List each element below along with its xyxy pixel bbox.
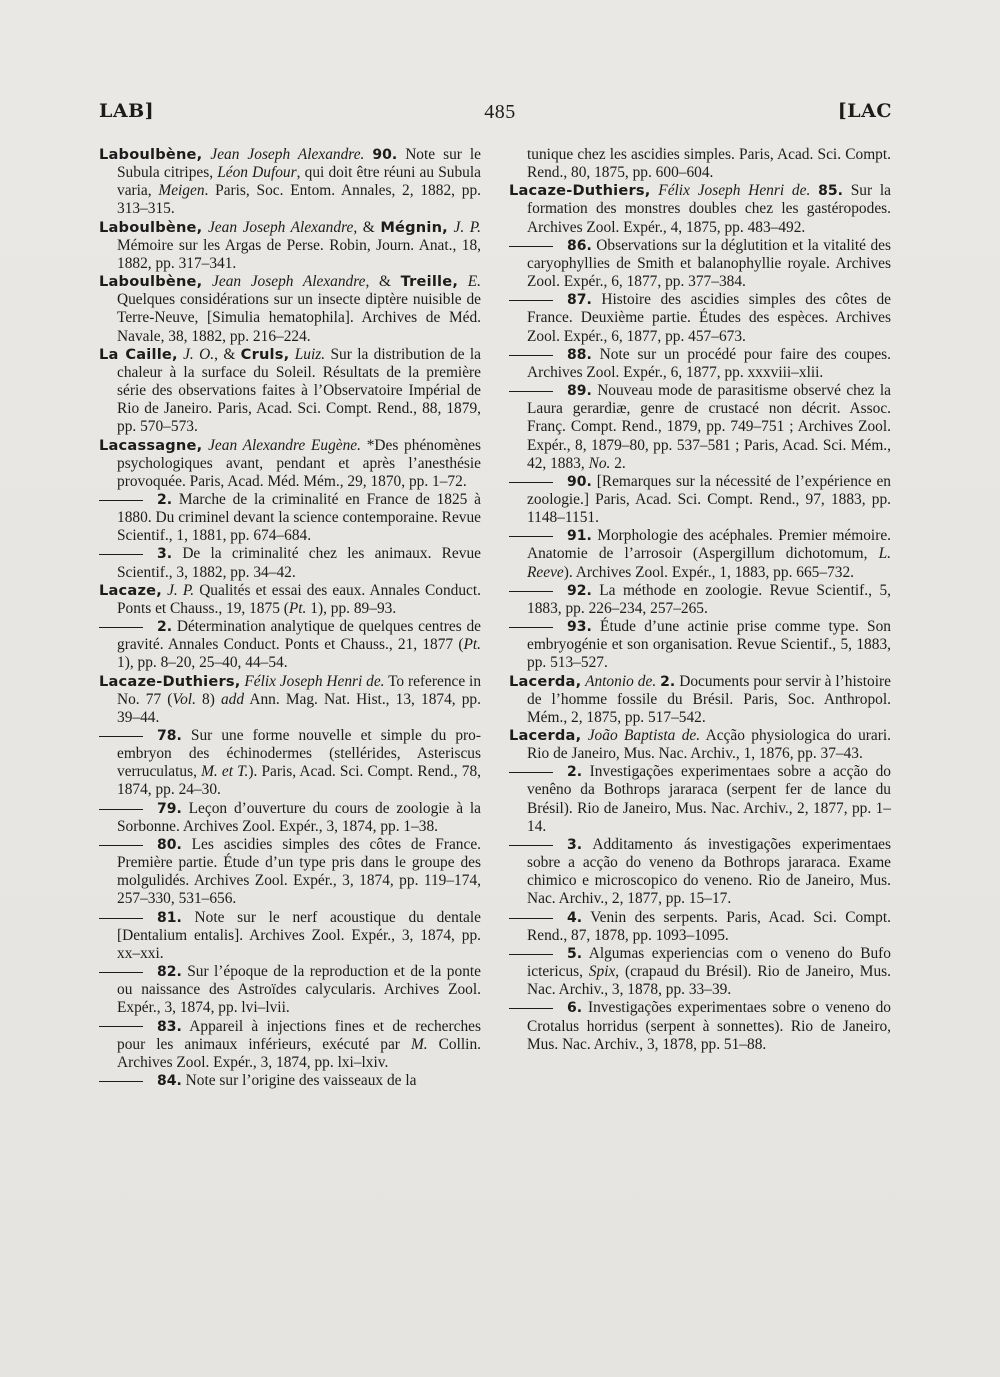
entry-text: Note sur le Subula citripes,	[117, 146, 481, 182]
author-name: Lacaze-Duthiers,	[509, 182, 651, 200]
bib-entry	[99, 1072, 481, 1090]
bib-entry	[509, 763, 891, 836]
bib-entry	[509, 618, 891, 672]
italic-text: add	[220, 690, 245, 708]
entry-number: 80.	[157, 836, 182, 853]
ditto-dash	[99, 554, 143, 555]
italic-text: Jean Joseph Alexandre.	[202, 146, 365, 163]
italic-text: M. et T.	[201, 763, 249, 781]
entry-text: Appareil à injections fines et de recherches pour les animaux inférieurs, exécuté par	[117, 1017, 481, 1053]
entry-number: 78.	[157, 728, 182, 744]
entry-text: Quelques considérations sur un insecte diptère nuisible de Terre-Neuve, [Simulia hematophila]. Archives de Méd. Navale, 38, 1882, pp. 216–224.	[117, 291, 481, 345]
author-name: Laboulbène,	[99, 273, 203, 291]
entry-number: 92.	[567, 582, 592, 599]
entry-number: 81.	[157, 909, 182, 926]
ditto-dash	[99, 972, 143, 973]
left-column	[99, 146, 481, 1090]
entry-number: 82.	[157, 964, 182, 981]
bib-entry	[99, 545, 481, 581]
ditto-dash	[99, 736, 143, 737]
entry-text: &	[357, 218, 381, 236]
italic-text: J. O.	[177, 345, 215, 363]
bib-entry	[99, 618, 481, 672]
entry-text: La méthode en zoologie. Revue Scientif., 5, 1883, pp. 226–234, 257–265.	[527, 581, 891, 617]
author-name: Mégnin,	[380, 218, 448, 236]
bib-entry	[509, 237, 891, 291]
italic-text: Félix Joseph Henri de.	[650, 182, 811, 200]
bib-entry	[99, 727, 481, 800]
ditto-dash	[509, 246, 553, 247]
ditto-dash	[99, 1081, 143, 1082]
italic-text: Antonio de.	[581, 672, 657, 690]
entry-text: Observations sur la déglutition et la vitalité des caryophyllies de Smith et balanophyllie royale. Archives Zool. Expér., 6, 1877, pp. 377–384.	[527, 236, 891, 291]
entry-number: 86.	[567, 237, 592, 254]
author-name: La Caille,	[99, 345, 178, 363]
italic-text: L. Reeve	[527, 545, 891, 581]
entry-number: 3.	[567, 836, 583, 853]
bib-entry	[99, 219, 481, 273]
entry-text: . Paris, Soc. Entom. Annales, 2, 1882, pp. 313–315.	[117, 182, 481, 218]
entry-number: 84.	[157, 1072, 182, 1089]
author-name: Lacassagne,	[99, 436, 203, 454]
bib-entry	[99, 963, 481, 1017]
ditto-dash	[509, 300, 553, 301]
ditto-dash	[509, 1008, 553, 1009]
entry-text: Morphologie des acéphales. Premier mémoire. Anatomie de l’arrosoir (Aspergillum dichotomum,	[527, 527, 891, 563]
entry-text: [Remarques sur la nécessité de l’expérience en zoologie.] Paris, Acad. Sci. Compt. Rend., 97, 1883, pp. 1148–1151.	[527, 472, 891, 527]
entry-text: Sur la formation des monstres doubles chez les gastéropodes. Archives Zool. Expér., 4, 1875, pp. 483–492.	[527, 182, 891, 236]
entry-number: 6.	[567, 1000, 583, 1017]
entry-text	[810, 182, 818, 199]
bib-entry	[99, 346, 481, 437]
entry-text: To reference in No. 77 (	[117, 672, 482, 708]
bib-entry	[99, 582, 481, 618]
italic-text: E.	[458, 273, 481, 291]
entry-number: 89.	[567, 383, 592, 400]
bib-entry	[509, 346, 891, 382]
entry-text: Collin. Archives Zool. Expér., 3, 1874, pp. lxi–lxiv.	[117, 1035, 481, 1071]
italic-text: Spix	[588, 963, 616, 981]
bib-entry	[99, 1018, 481, 1072]
ditto-dash	[509, 772, 553, 773]
entry-number: 91.	[567, 528, 592, 545]
entry-number: 3.	[157, 546, 173, 563]
entry-text: Détermination analytique de quelques centres de gravité. Annales Conduct. Ponts et Chauss., 21, 1877 (	[117, 618, 481, 654]
entry-text: Nouveau mode de parasitisme observé chez la Laura gerardiæ, genre de crustacé non décrit. Assoc. Franç. Compt. Rend., 1879, pp. 749–751 ; Archives Zool. Expér., 8, 1879–80, pp. 537–581 ; Paris, Acad. Sci. Mém., 42, 1883,	[527, 382, 891, 472]
entry-text: , qui doit être réuni au Subula varia,	[117, 164, 481, 200]
entry-text: 2.	[610, 454, 626, 472]
italic-text: Jean Joseph Alexandre,	[202, 218, 358, 236]
entry-text: ). Archives Zool. Expér., 1, 1883, pp. 665–732.	[563, 563, 854, 581]
italic-text: No.	[588, 454, 611, 472]
entry-number: 2.	[157, 491, 173, 508]
bib-entry	[99, 491, 481, 545]
entry-text: Note sur un procédé pour faire des coupes. Archives Zool. Expér., 6, 1877, pp. xxxviii–xlii.	[527, 345, 891, 381]
entry-text: , (crapaud du Brésil). Rio de Janeiro, Mus. Nac. Archiv., 3, 1878, pp. 33–39.	[527, 963, 892, 999]
entry-text: ). Paris, Acad. Sci. Compt. Rend., 78, 1874, pp. 24–30.	[117, 763, 481, 799]
bib-entry	[99, 437, 481, 491]
author-name: Cruls,	[240, 345, 290, 363]
running-head-right: [LAC	[837, 100, 892, 122]
entry-text: , &	[214, 345, 241, 363]
italic-text: Pt.	[288, 599, 307, 617]
entry-text: Ann. Mag. Nat. Hist., 13, 1874, pp. 39–44.	[117, 690, 481, 726]
entry-text: Les ascidies simples des côtes de France. Première partie. Étude d’un type pris dans le groupe des molgulidés. Archives Zool. Expér., 3, 1874, pp. 119–174, 257–330, 531–656.	[117, 835, 481, 908]
entry-number: 79.	[157, 800, 182, 817]
ditto-dash	[509, 391, 553, 392]
entry-text: De la criminalité chez les animaux. Revue Scientif., 3, 1882, pp. 34–42.	[117, 545, 481, 581]
ditto-dash	[509, 918, 553, 919]
entry-text: Documents pour servir à l’histoire de l’homme fossile du Brésil. Paris, Soc. Anthropol. Mém., 2, 1875, pp. 517–542.	[527, 672, 891, 726]
entry-number: 2.	[567, 764, 583, 781]
bib-entry	[509, 727, 891, 763]
bib-entry	[509, 909, 891, 945]
ditto-dash	[99, 500, 143, 501]
bib-entry	[509, 999, 891, 1053]
entry-text: Additamento ás investigações experimentaes sobre a acção do veneno da Bothrops jararaca. Exame chimico e microscopico do veneno. Rio de Janeiro, Mus. Nac. Archiv., 2, 1877, pp. 15–17.	[527, 835, 891, 908]
ditto-dash	[99, 918, 143, 919]
author-name: Lacerda,	[509, 727, 582, 744]
entry-number: 87.	[567, 292, 592, 309]
entry-number: 5.	[567, 945, 583, 962]
author-name: Laboulbène,	[99, 218, 203, 236]
entry-text: Investigações experimentaes sobre a acção do venêno da Bothrops jararaca (serpent fer de lance du Brésil). Rio de Janeiro, Mus. Nac. Archiv., 2, 1877, pp. 1–14.	[527, 763, 891, 835]
italic-text: M.	[410, 1035, 428, 1053]
entry-number: 4.	[567, 909, 583, 926]
author-name: Lacaze,	[99, 581, 162, 599]
entry-text: Leçon d’ouverture du cours de zoologie à la Sorbonne. Archives Zool. Expér., 3, 1874, pp. 1–38.	[117, 799, 481, 835]
ditto-dash	[99, 1026, 143, 1027]
bib-entry	[509, 146, 891, 182]
italic-text: Pt.	[463, 636, 481, 654]
italic-text: Jean Alexandre Eugène.	[202, 436, 361, 454]
bib-entry	[509, 836, 891, 909]
italic-text: Luiz.	[289, 345, 326, 363]
bib-entry	[99, 146, 481, 219]
bib-entry	[99, 836, 481, 909]
bib-entry	[509, 945, 891, 999]
bib-entry	[509, 291, 891, 345]
bib-entry	[99, 673, 481, 727]
entry-text: Sur une forme nouvelle et simple du pro-embryon des échinodermes (stellérides, Asteriscus verruculatus,	[117, 727, 481, 781]
entry-number: 2.	[660, 673, 676, 690]
entry-text: Étude d’une actinie prise comme type. Son embryogénie et son organisation. Revue Scientif., 5, 1883, pp. 513–527.	[527, 618, 891, 672]
entry-text: Note sur l’origine des vaisseaux de la	[181, 1071, 417, 1089]
entry-text: 1), pp. 89–93.	[306, 599, 397, 617]
ditto-dash	[509, 591, 553, 592]
entry-number: 88.	[567, 346, 592, 363]
italic-text: J. P.	[447, 218, 482, 236]
entry-text: , &	[365, 273, 401, 291]
bib-entry	[99, 909, 481, 963]
entry-text: Algumas experiencias com o veneno do Bufo ictericus,	[527, 944, 891, 981]
italic-text: Vol.	[172, 690, 196, 708]
ditto-dash	[509, 845, 553, 846]
entry-text: Histoire des ascidies simples des côtes de France. Deuxième partie. Études des espèces. Archives Zool. Expér., 6, 1877, pp. 457–673.	[527, 291, 891, 345]
entry-text: 8)	[195, 690, 221, 708]
entry-text: Qualités et essai des eaux. Annales Conduct. Ponts et Chauss., 19, 1875 (	[117, 581, 482, 617]
bib-entry	[509, 182, 891, 236]
right-column	[509, 146, 891, 1054]
entry-text: Venin des serpents. Paris, Acad. Sci. Compt. Rend., 87, 1878, pp. 1093–1095.	[527, 908, 891, 944]
italic-text: João Baptista de.	[581, 727, 701, 744]
entry-text: Acção physiologica do urari. Rio de Janeiro, Mus. Nac. Archiv., 1, 1876, pp. 37–43.	[527, 727, 891, 763]
italic-text: Félix Joseph Henri de.	[240, 672, 385, 690]
ditto-dash	[509, 954, 553, 955]
italic-text: Léon Dufour	[217, 164, 297, 182]
italic-text: J. P.	[161, 581, 195, 599]
bib-entry	[509, 527, 891, 581]
author-name: Lacaze-Duthiers,	[99, 672, 241, 690]
entry-number: 93.	[567, 619, 592, 636]
author-name: Laboulbène,	[99, 146, 203, 163]
ditto-dash	[509, 536, 553, 537]
ditto-dash	[99, 809, 143, 810]
entry-text: Sur la distribution de la chaleur à la surface du Soleil. Résultats de la première série des observations faites à l’Observatoire Impérial de Rio de Janeiro. Paris, Acad. Sci. Compt. Rend., 88, 1879, pp. 570–573.	[117, 345, 481, 436]
bib-entry	[509, 473, 891, 527]
ditto-dash	[99, 845, 143, 846]
entry-number: 83.	[157, 1018, 182, 1035]
ditto-dash	[99, 627, 143, 628]
ditto-dash	[509, 355, 553, 356]
author-name: Lacerda,	[509, 672, 582, 690]
bib-entry	[509, 582, 891, 618]
author-name: Treille,	[400, 273, 459, 291]
entry-number: 90.	[372, 147, 398, 163]
entry-number: 90.	[567, 473, 592, 490]
entry-text: Sur l’époque de la reproduction et de la ponte ou naissance des Astroïdes calycularis. Archives Zool. Expér., 3, 1874, pp. lvi–lvii.	[117, 963, 481, 1017]
entry-text: Investigações experimentaes sobre o veneno do Crotalus horridus (serpent à sonnettes). Rio de Janeiro, Mus. Nac. Archiv., 3, 1878, pp. 51–88.	[527, 999, 891, 1053]
entry-text: Note sur le nerf acoustique du dentale [Dentalium entalis]. Archives Zool. Expér., 3, 1874, pp. xx–xxi.	[117, 908, 481, 962]
entry-text: *Des phénomènes psychologiques avant, pendant et après l’anesthésie provoquée. Paris, Acad. Méd. Mém., 29, 1870, pp. 1–72.	[117, 436, 481, 490]
bib-entry	[509, 673, 891, 727]
entry-text: Mémoire sur les Argas de Perse. Robin, Journ. Anat., 18, 1882, pp. 317–341.	[117, 236, 481, 272]
running-head-left: LAB]	[99, 100, 155, 122]
entry-text: 1), pp. 8–20, 25–40, 44–54.	[117, 654, 288, 672]
italic-text: Jean Joseph Alexandre	[202, 273, 366, 291]
entry-number: 85.	[818, 183, 843, 200]
bib-entry	[99, 273, 481, 346]
entry-text: tunique chez les ascidies simples. Paris, Acad. Sci. Compt. Rend., 80, 1875, pp. 600–604.	[527, 146, 891, 182]
page-number: 485	[484, 101, 516, 123]
bib-entry	[99, 800, 481, 836]
bib-entry	[509, 382, 891, 473]
entry-text: Marche de la criminalité en France de 1825 à 1880. Du criminel devant la science contemporaine. Revue Scientif., 1, 1881, pp. 674–684.	[117, 490, 481, 545]
ditto-dash	[509, 482, 553, 483]
ditto-dash	[509, 627, 553, 628]
entry-number: 2.	[157, 619, 173, 636]
italic-text: Meigen	[158, 182, 205, 200]
